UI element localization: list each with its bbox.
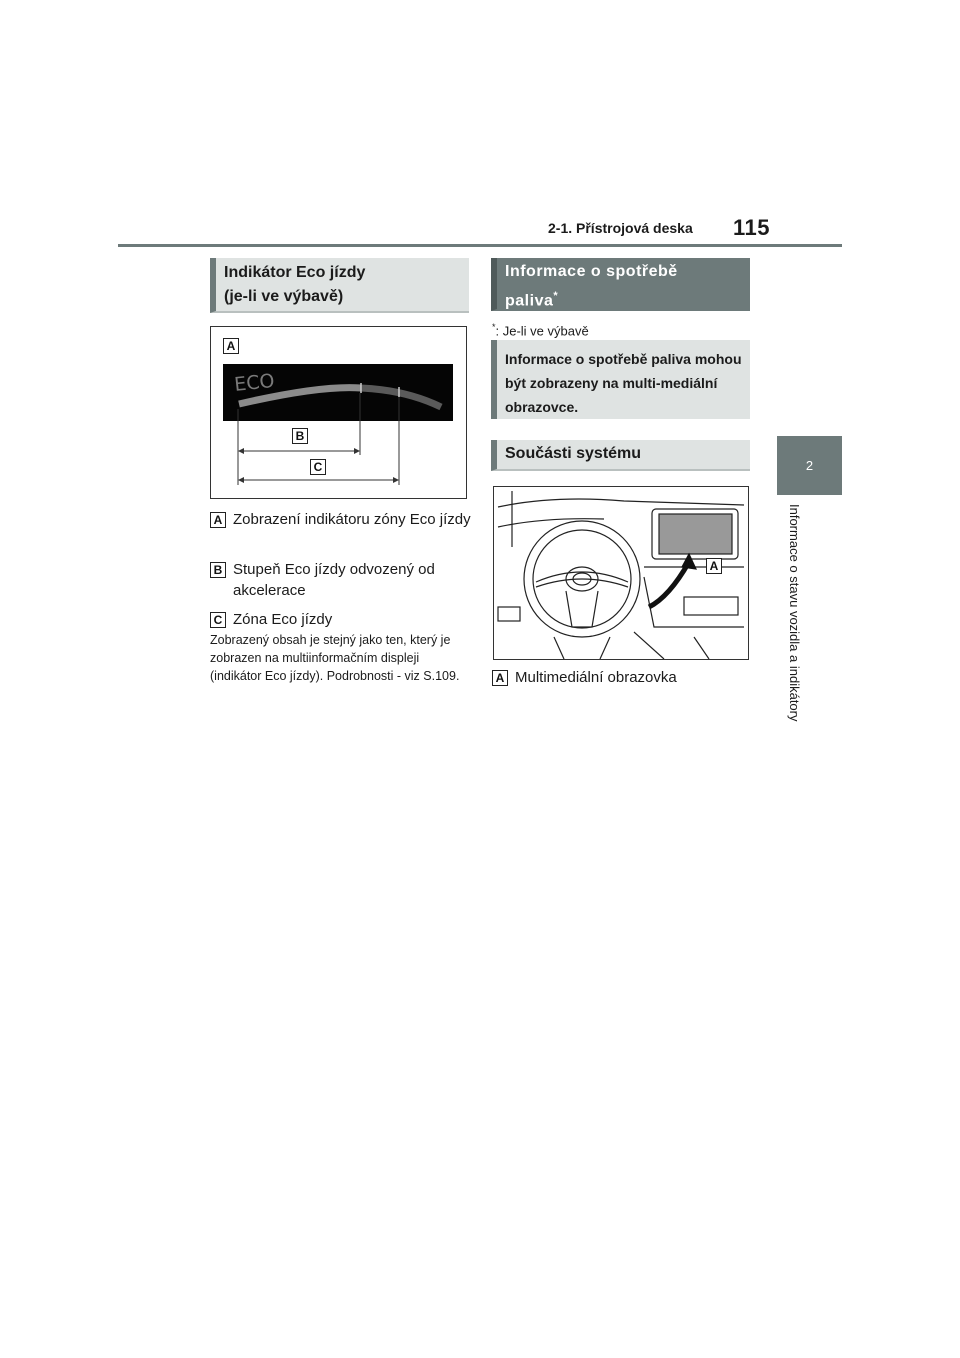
page-number: 115 [733,215,770,240]
legend-text: Zobrazení indikátoru zóny Eco jízdy [233,511,471,528]
legend-letter: C [210,612,226,628]
callout-a: A [223,338,239,354]
section-title-eco-indicator [210,258,469,313]
section-title-components: Součásti systému [491,440,750,471]
eco-label: ECO [233,369,276,396]
chapter-number: 2 [805,458,814,473]
legend-text: Stupeň Eco jízdy odvozený od akcelerace [233,561,435,599]
callout-b: B [292,428,308,444]
eco-indicator-illustration [211,327,466,498]
chapter-title: Informace o stavu vozidla a indikátory [787,504,802,722]
running-header-section: 2-1. Přístrojová deska [548,220,693,236]
callout-a: A [706,558,722,574]
callout-c: C [310,459,326,475]
eco-indicator-figure [210,326,467,499]
eco-note: Zobrazený obsah je stejný jako ten, který je zobrazen na multiinformačním displeji (indikátor Eco jízdy). Podrobnosti - viz S.109. [210,633,460,683]
fuel-info-box: Informace o spotřebě paliva mohou být zobrazeny na multi-mediální obrazovce. [491,340,750,419]
dashboard-figure [493,486,749,660]
equipment-footnote [492,322,589,338]
footnote-marker: * [492,322,496,332]
legend-letter: A [492,670,508,686]
legend-text: Multimediální obrazovka [515,669,677,686]
asterisk: * [553,290,559,302]
legend-item-a [210,509,470,553]
legend-text: Zóna Eco jízdy [233,611,333,628]
section-title-line-2: (je-li ve výbavě) [224,288,344,305]
legend-item-c [210,609,470,631]
section-title-line-1: Informace o spotřebě [505,263,678,280]
footnote-text: : Je-li ve výbavě [495,323,589,339]
section-title-line-1: Indikátor Eco jízdy [224,264,366,281]
legend-letter: B [210,562,226,578]
section-title-line-2: paliva* [505,290,559,310]
section-title-fuel-info [491,258,750,311]
header-rule [118,244,842,247]
legend-letter: A [210,512,226,528]
legend-item-b [210,559,470,603]
legend-item-a [492,667,752,689]
